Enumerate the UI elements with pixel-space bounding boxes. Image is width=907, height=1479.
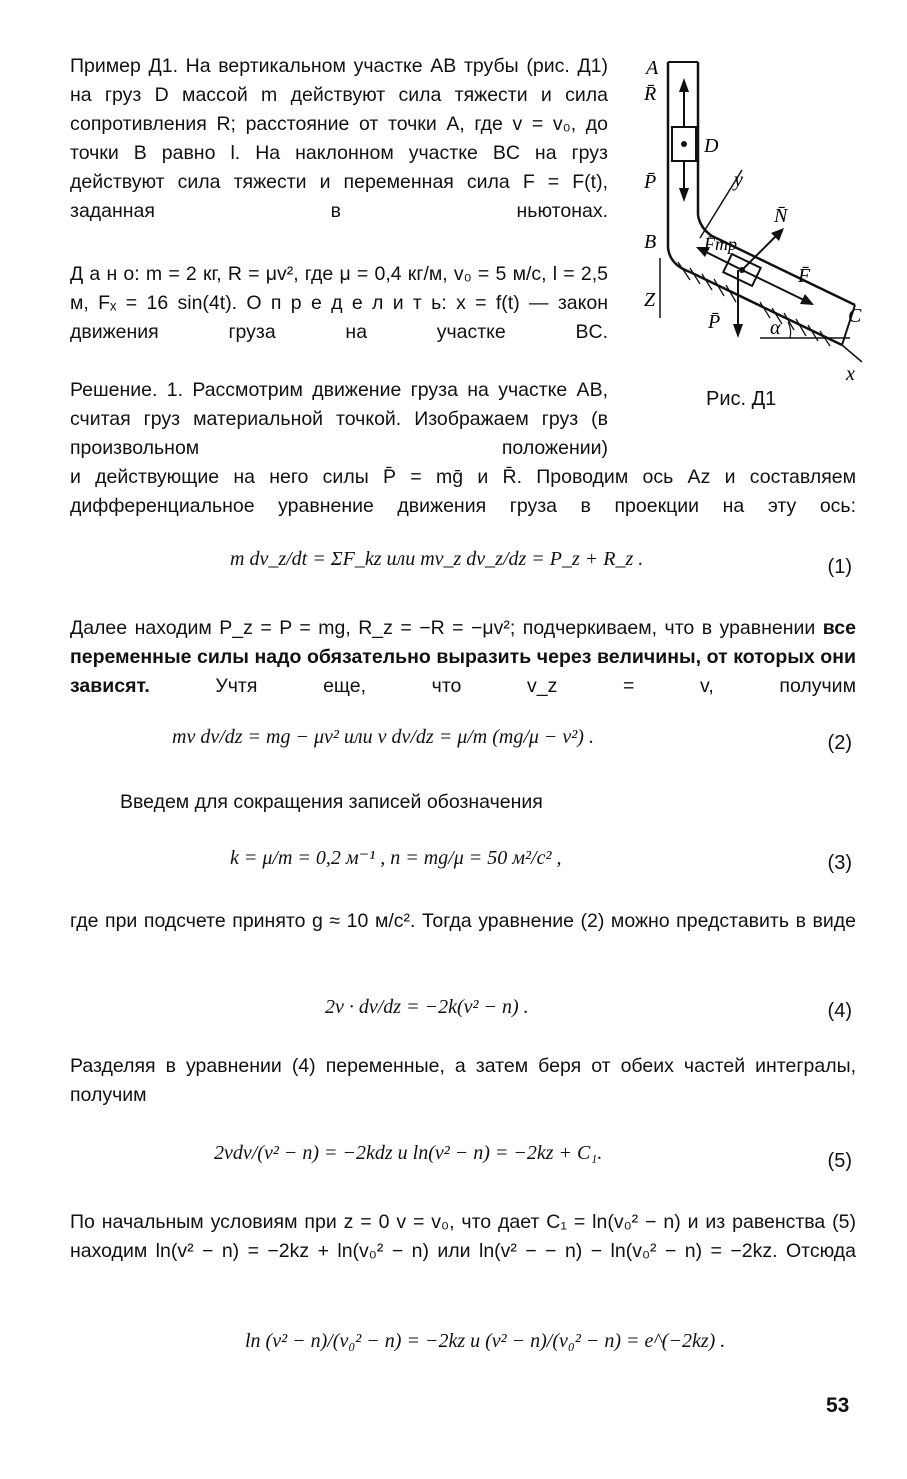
example-statement: Пример Д1. На вертикальном участке AB трубы (рис. Д1) на груз D массой m действуют сила тяжести и сила сопротивления R; расстояние от точки A, где v = v₀, до точки B равно l. На наклонном участке BC на груз действуют сила тяжести и переменная сила F = F(t), заданная в ньютонах. [70, 55, 608, 222]
figure-caption: Рис. Д1 [706, 388, 777, 410]
equation-2: mv dv/dz = mg − μv² или v dv/dz = μ/m (mg/μ − v²) . [172, 726, 594, 748]
paragraph-further-a: Далее находим P_z = P = mg, R_z = −R = −μv²; подчеркиваем, что в уравнении [70, 617, 823, 639]
page-number: 53 [826, 1394, 850, 1417]
paragraph-g-approx: где при подсчете принято g ≈ 10 м/с². Тогда уравнение (2) можно представить в виде [70, 910, 856, 932]
fig-label-n: N̄ [774, 205, 788, 227]
equation-6: ln (v² − n)/(v₀² − n) = −2kz и (v² − n)/(v₀² − n) = e^(−2kz) . [245, 1330, 726, 1352]
equation-number-5: (5) [827, 1150, 852, 1172]
fig-label-a: A [646, 57, 659, 79]
paragraph-further [70, 614, 856, 701]
equation-5: 2vdv/(v² − n) = −2kdz и ln(v² − n) = −2kz + C₁. [214, 1142, 603, 1164]
fig-label-alpha: α [770, 317, 781, 339]
fig-label-b: B [644, 231, 657, 253]
equation-number-2: (2) [827, 732, 852, 754]
fig-label-f: F̄ [798, 265, 811, 287]
notation-intro: Введем для сокращения записей обозначения [120, 791, 543, 813]
equation-4: 2v · dv/dz = −2k(v² − n) . [325, 996, 529, 1018]
paragraph-further-c: Учтя еще, что v_z = v, получим [149, 675, 856, 697]
solution-intro: Решение. 1. Рассмотрим движение груза на участке AB, считая груз материальной точкой. Изображаем груз (в произвольном положении) [70, 379, 608, 459]
fig-label-y: y [734, 169, 743, 191]
fig-label-p-bottom: P̄ [708, 311, 721, 333]
equation-number-3: (3) [827, 852, 852, 874]
given-data: Д а н о: m = 2 кг, R = μv², где μ = 0,4 кг/м, v₀ = 5 м/с, l = 2,5 м, Fₓ = 16 sin(4t). О п р е д е л и т ь: x = f(t) — закон движения груза на участке BC. [70, 263, 608, 343]
emphasis-variable-forces: все переменные силы надо обязательно выразить через величины, от которых они зависят. [70, 617, 856, 697]
paragraph-initial-conditions: По начальным условиям при z = 0 v = v₀, что дает C₁ = ln(v₀² − n) и из равенства (5) находим ln(v² − n) = −2kz + ln(v₀² − n) или ln(v² − − n) − ln(v₀² − n) = −2kz. Отсюда [70, 1211, 856, 1262]
equation-number-4: (4) [827, 1000, 852, 1022]
solution-forces: и действующие на него силы P̄ = mḡ и R̄. Проводим ось Az и составляем дифференциальное уравнение движения груза в проекции на эту ось: [70, 466, 856, 517]
equation-number-1: (1) [827, 556, 852, 578]
fig-label-z: Z [644, 289, 656, 311]
fig-label-r: R̄ [644, 83, 657, 105]
paragraph-separate: Разделяя в уравнении (4) переменные, а затем беря от обеих частей интегралы, получим [70, 1055, 856, 1106]
fig-label-p-top: P̄ [644, 171, 657, 193]
fig-label-d: D [704, 135, 719, 157]
equation-1: m dv_z/dt = ΣF_kz или mv_z dv_z/dz = P_z + R_z . [230, 548, 644, 570]
equation-3: k = μ/m = 0,2 м⁻¹ , n = mg/μ = 50 м²/с² , [230, 847, 562, 869]
fig-label-ftr: F̄тр [704, 234, 737, 254]
fig-label-c: C [848, 305, 862, 327]
fig-label-x: x [846, 363, 855, 385]
